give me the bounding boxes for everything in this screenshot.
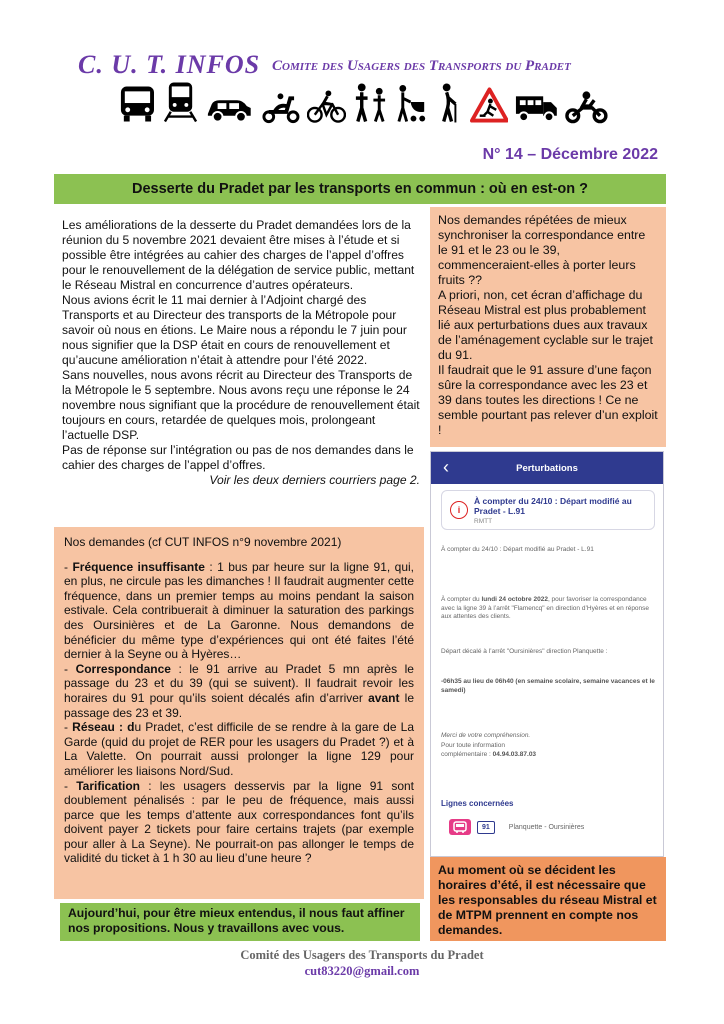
newsletter-subtitle: Comite des Usagers des Transports du Pradet [272, 58, 571, 74]
issue-number: N° 14 – Décembre 2022 [482, 146, 658, 163]
footer-organisation: Comité des Usagers des Transports du Pradet [240, 948, 484, 962]
phone-number[interactable]: 04.94.03.87.03 [492, 751, 537, 758]
synchronisation-box [430, 207, 666, 447]
demands-box [54, 527, 424, 899]
alert-title: À compter du 24/10 : Départ modifié au Pradet - L.91 [474, 496, 632, 516]
box-paragraph: Nos demandes répétées de mieux synchroniser la correspondance entre le 91 et le 23 ou le 39, commenceraient-elles à porter leurs fruits ?? [438, 213, 646, 287]
phone-header-title: Perturbations [516, 462, 578, 474]
demand-emphasis: avant [368, 690, 400, 705]
demand-text: : le 91 arrive au Pradet 5 mn après le passage du 23 et du 39 (qui se suivent). Il faudrait revoir les horaires du 91 pour qu’ils soient décalés afin d’arriver [64, 661, 414, 705]
demands-heading: Nos demandes (cf CUT INFOS n°9 novembre 2021) [64, 535, 342, 549]
newsletter-brand: C. U. T. INFOS [78, 50, 261, 79]
alert-contact: Pour toute information [441, 742, 505, 749]
demand-text: le passage des 23 et 39. [64, 690, 414, 720]
conclusion-box: Aujourd’hui, pour être mieux entendus, il nous faut affiner nos propositions. Nous y travaillons avec vous. [60, 903, 420, 941]
intro-paragraph: Nous avions écrit le 11 mai dernier à l’Adjoint chargé des Transports et au Directeur des transports de la Métropole pour savoir où nous en étions. Le Maire nous a répondu le 7 juin pour nous signifier que la DSP était en cours de renouvellement et qu’aucune amélioration n’était à attendre pour l’été 2022. [62, 293, 407, 367]
demand-label: Réseau : d [72, 720, 135, 735]
line-number: 91 [477, 821, 495, 834]
elderly-walker-icon [434, 82, 463, 124]
car-icon [204, 94, 255, 124]
demand-item: - Correspondance : le 91 arrive au Pradet 5 mn après le passage du 23 et du 39 (qui se suivent). Il faudrait revoir les horaires du 91 pour qu’ils soient décalés afin d’arriver avant le passage des 23 et 39. [64, 661, 414, 720]
bus-icon [449, 819, 471, 835]
footer-email[interactable]: cut83220@gmail.com [304, 964, 420, 978]
intro-paragraph: Les améliorations de la desserte du Pradet demandées lors de la réunion du 5 novembre 2021 devaient être mises à l’étude et si possible être intégrées au cahier des charges de l’appel d’offres pour le renouvellement de la délégation de service public, mettant le Réseau Mistral en concurrence d’autres opérateurs. [62, 218, 415, 292]
demand-item: - Réseau : du Pradet, c’est difficile de se rendre à la gare de La Garde (quid du projet de RER pour les usagers du Pradet ?) et à La Valette. On pourrait aussi prolonger la ligne 129 pour améliorer les liaisons Nord/Sud. [64, 720, 415, 778]
alert-source: RMTT [474, 518, 493, 525]
pedestrians-icon [352, 82, 389, 124]
alert-text: , pour favoriser la correspondance avec la ligne 39 à l’arrêt "Flamencq" en direction d’Hyères et en réponse aux attentes des clients. [441, 596, 650, 620]
back-icon[interactable]: ‹ [443, 457, 449, 477]
summer-schedule-box: Au moment où se décident les horaires d’été, il est nécessaire que les responsables du réseau Mistral et de MTPM prennent en compte nos demandes. [430, 857, 666, 941]
perturbations-screenshot [430, 451, 664, 857]
line-item[interactable] [449, 819, 584, 835]
info-alert-icon: i [450, 501, 468, 519]
lines-heading: Lignes concernées [441, 799, 514, 808]
demand-text: u Pradet, c’est difficile de se rendre à la gare de La Garde (quid du projet de RER pour les usagers du Pradet ?) et à La Valette. On pourrait aussi prolonger la ligne 129 pour améliorer les liaisons Nord/Sud. [64, 720, 415, 778]
demand-text: : les usagers desservis par la ligne 91 sont doublement pénalisés : par le peu de fréquence, mais aussi parce que les temps d’attente aux correspondances font qu’ils doivent payer 2 tickets pour faire certains trajets (par exemple pour aller à La Seyne). Ne pourrait-on pas allonger le temps de validité du ticket à 1 h 30 au lieu d’une heure ? [64, 778, 414, 866]
motorbike-icon [565, 90, 608, 124]
line-name: Planquette - Oursinières [508, 823, 585, 831]
stroller-icon [395, 84, 428, 124]
tram-icon [163, 80, 198, 124]
transport-icons-row [118, 80, 608, 124]
bicycle-icon [307, 88, 346, 124]
headline-banner: Desserte du Pradet par les transports en commun : où en est-on ? [54, 174, 666, 204]
bus-icon [118, 84, 157, 124]
roadworks-sign-icon [470, 86, 509, 124]
intro-reference: Voir les deux derniers courriers page 2. [209, 473, 420, 487]
intro-paragraph: Sans nouvelles, nous avons récrit au Directeur des Transports de la Métropole le 5 septembre. Nous avons reçu une réponse le 24 novembre nous signifiant que la procédure de renouvellement était toujours en cours, retardée de quelques mois, prolongeant l’actuelle DSP. [62, 368, 420, 442]
alert-schedule: -06h35 au lieu de 06h40 (en semaine scolaire, semaine vacances et le samedi) [441, 678, 655, 694]
scooter-icon [261, 92, 302, 124]
intro-paragraph: Pas de réponse sur l’intégration ou pas de nos demandes dans le cahier des charges de l’appel d’offres. [62, 443, 414, 472]
intro-text [62, 218, 420, 488]
demand-item: - Tarification : les usagers desservis par la ligne 91 sont doublement pénalisés : par le peu de fréquence, mais aussi parce que les temps d’attente aux correspondances font qu’ils doivent payer 2 tickets pour faire certains trajets (par exemple pour aller à La Seyne). Ne pourrait-on pas allonger le temps de validité du ticket à 1 h 30 au lieu d’une heure ? [64, 778, 414, 866]
phone-header [431, 452, 663, 484]
alert-text: complémentaire : [441, 751, 493, 758]
alert-paragraph: Départ décalé à l’arrêt "Oursinières" direction Planquette : [441, 648, 608, 655]
alert-thanks: Merci de votre compréhension. [441, 732, 531, 739]
alert-text: À compter du [441, 596, 482, 603]
box-paragraph: A priori, non, cet écran d’affichage du Réseau Mistral est plus probablement lié aux perturbations dues aux travaux de l’aménagement cyclable sur le trajet du 91. [438, 288, 653, 362]
box-paragraph: Il faudrait que le 91 assure d’une façon sûre la correspondance avec les 23 et 39 dans toutes les directions ! Ce ne semble pourtant pas relever d’un exploit ! [438, 363, 658, 437]
demand-text: : 1 bus par heure sur la ligne 91, qui, en plus, ne circule pas les dimanches ! Il faudrait augmenter cette fréquence, dans un premier temps au moins pendant la saison estivale. Cela contribuerait à diminuer la saturation des parkings des Oursinières et de La Garonne. Nous demandons de bénéficier du même type d’expériences qui ont été faites l’été dernier à la Seyne ou à Hyères… [64, 559, 414, 662]
alert-date: lundi 24 octobre 2022 [481, 596, 548, 603]
demand-label: Correspondance [75, 661, 171, 676]
demand-item: - Fréquence insuffisante : 1 bus par heure sur la ligne 91, qui, en plus, ne circule pas les dimanches ! Il faudrait augmenter cette fréquence, dans un premier temps au moins pendant la saison estivale. Cela contribuerait à diminuer la saturation des parkings des Oursinières et de La Garonne. Nous demandons de bénéficier du même type d’expériences qui ont été faites l’été dernier à la Seyne ou à Hyères… [64, 559, 414, 662]
alert-summary: À compter du 24/10 : Départ modifié au Pradet - L.91 [441, 546, 594, 553]
demand-label: Tarification [76, 778, 141, 793]
demand-label: Fréquence insuffisante [72, 559, 205, 574]
alert-paragraph [441, 596, 655, 622]
alert-card[interactable] [441, 490, 655, 530]
alert-contact [441, 751, 655, 760]
truck-icon [514, 92, 559, 124]
